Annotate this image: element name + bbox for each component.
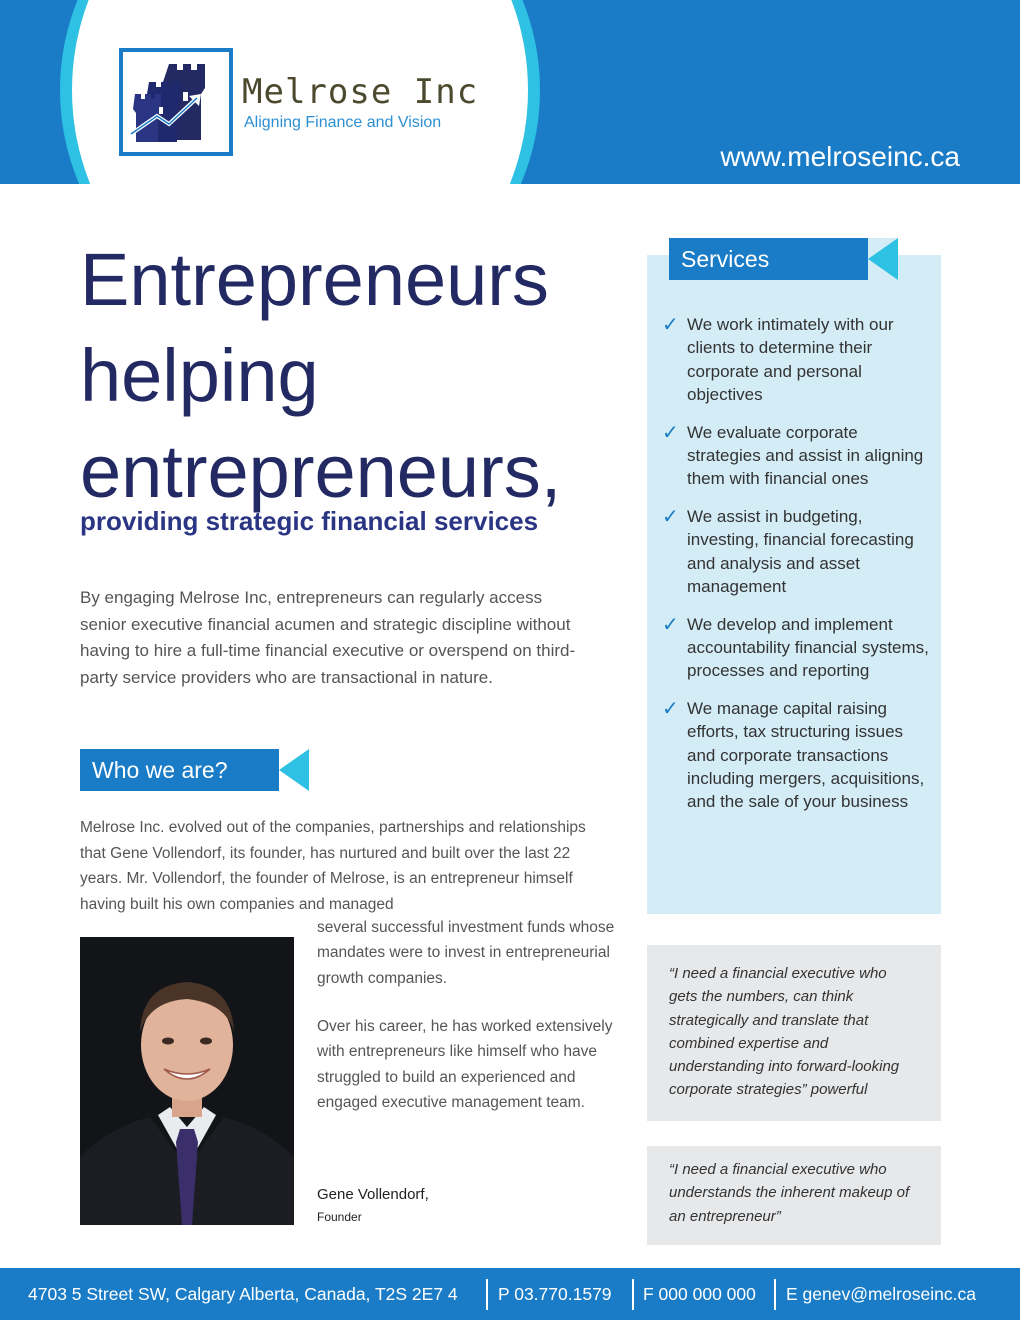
who-paragraph-continued: several successful investment funds whose mandates were to invest in entrepreneurial growth companies. <box>317 919 615 987</box>
company-name: Melrose Inc <box>242 72 479 112</box>
who-we-are-heading <box>80 749 309 791</box>
testimonial-quote: “I need a financial executive who gets the numbers, can think strategically and translate that combined expertise and understanding into forward-looking corporate strategies” powerful <box>647 945 941 1121</box>
footer-address: 4703 5 Street SW, Calgary Alberta, Canada, T2S 2E7 4 <box>28 1284 458 1304</box>
title-line: entrepreneurs, <box>80 430 562 513</box>
footer-divider <box>632 1279 634 1310</box>
service-item: ✓ We develop and implement accountability financial systems, processes and reporting <box>662 613 929 681</box>
tab-notch-icon <box>868 238 898 280</box>
title-line: helping <box>80 334 319 417</box>
testimonial-quote: “I need a financial executive who understands the inherent makeup of an entrepreneur” <box>647 1146 941 1245</box>
footer-fax: F 000 000 000 <box>643 1284 756 1304</box>
signature-name: Gene Vollendorf, <box>317 1186 429 1203</box>
who-paragraph-career: Over his career, he has worked extensively with entrepreneurs like himself who have struggled to build an experienced and engaged executive management team. <box>317 1018 613 1111</box>
footer-email[interactable]: E genev@melroseinc.ca <box>786 1284 976 1304</box>
checkmark-icon: ✓ <box>662 506 679 529</box>
who-we-are-label: Who we are? <box>92 757 228 783</box>
footer-phone[interactable]: P 03.770.1579 <box>498 1284 612 1304</box>
checkmark-icon: ✓ <box>662 421 679 444</box>
checkmark-icon: ✓ <box>662 314 679 336</box>
company-tagline: Aligning Finance and Vision <box>244 114 442 131</box>
intro-paragraph: By engaging Melrose Inc, entrepreneurs can regularly access senior executive financial acumen and strategic discipline without having to hire a full-time financial executive or overspend on third-party service providers who are transactional in nature. <box>80 588 576 687</box>
title-line: Entrepreneurs <box>80 238 549 321</box>
footer-contact-bar <box>0 1268 1020 1320</box>
service-item: ✓ We assist in budgeting, investing, financial forecasting and analysis and asset management <box>662 506 914 596</box>
castle-tower-arrow-icon <box>123 52 229 152</box>
checkmark-icon: ✓ <box>662 698 679 721</box>
page-subtitle: providing strategic financial services <box>80 506 539 536</box>
service-item: ✓ We work intimately with our clients to determine their corporate and personal objectives <box>662 314 894 404</box>
signature-role: Founder <box>317 1210 362 1224</box>
header-banner <box>0 0 1020 184</box>
founder-photo <box>80 937 294 1225</box>
footer-divider <box>486 1279 488 1310</box>
checkmark-icon: ✓ <box>662 613 679 636</box>
footer-divider <box>774 1279 776 1310</box>
who-paragraph-lead: Melrose Inc. evolved out of the companies, partnerships and relationships that Gene Vollendorf, its founder, has nurtured and built over the last 22 years. Mr. Vollendorf, the founder of Melrose, is an entrepreneur himself having built his own companies and managed <box>80 819 586 913</box>
tab-notch-icon <box>279 749 309 791</box>
services-label: Services <box>681 246 770 272</box>
services-list <box>662 313 932 828</box>
service-item: ✓ We manage capital raising efforts, tax structuring issues and corporate transactions including mergers, acquisitions, and the sale of your business <box>662 698 925 812</box>
website-link[interactable]: www.melroseinc.ca <box>720 141 960 172</box>
logo-mark <box>119 48 233 156</box>
page-title <box>80 232 620 520</box>
service-item: ✓ We evaluate corporate strategies and assist in aligning them with financial ones <box>662 421 924 489</box>
services-heading <box>669 238 898 280</box>
